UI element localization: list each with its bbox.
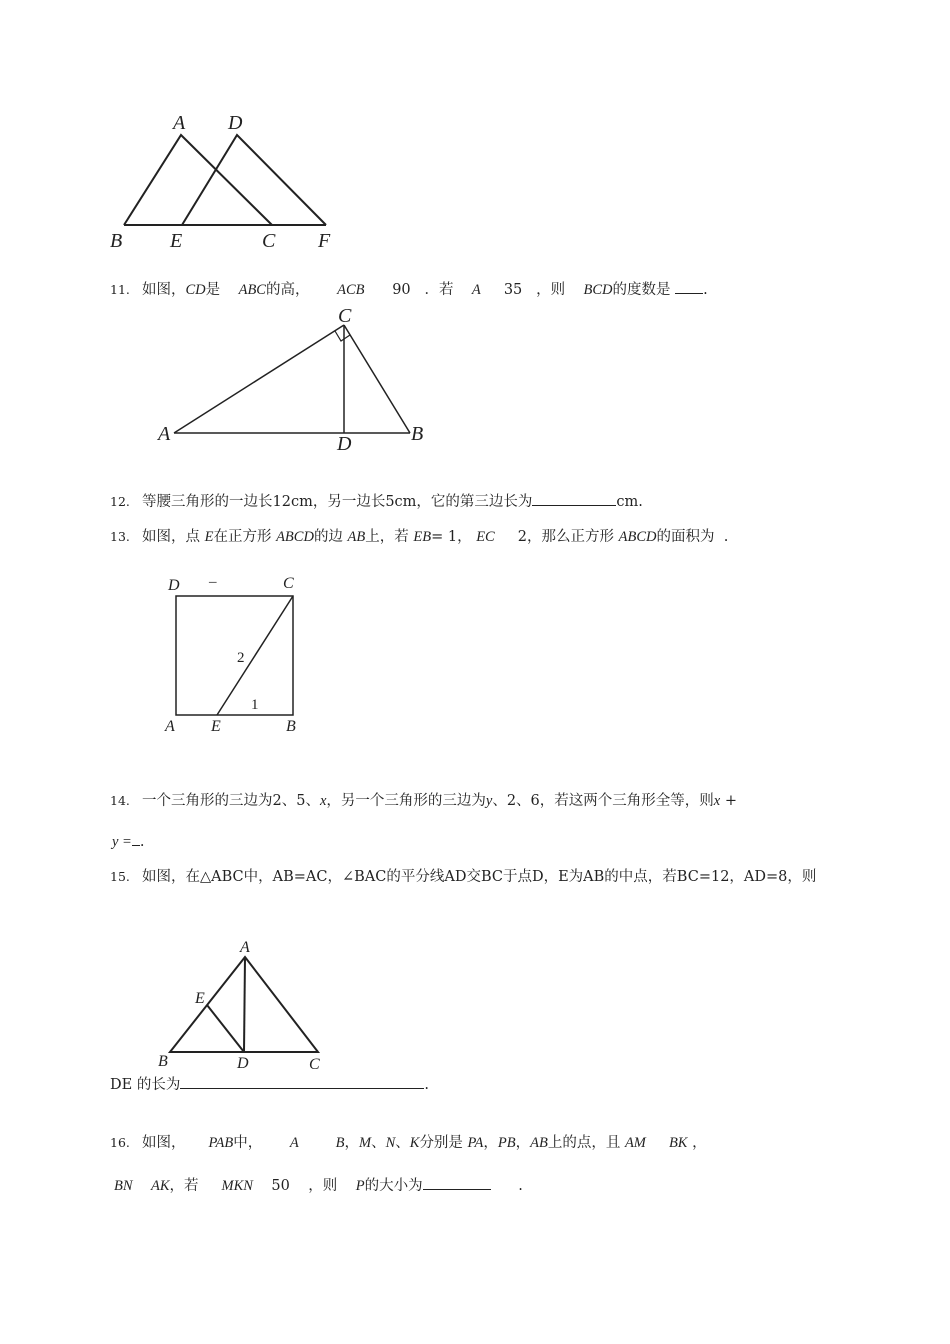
question-15-line-2 <box>110 1073 429 1095</box>
text: . <box>139 834 145 850</box>
math: M <box>359 1135 372 1151</box>
text: 2，那么正方形 <box>517 529 614 545</box>
unit: cm. <box>616 494 643 510</box>
question-15 <box>110 867 816 887</box>
math: BK <box>668 1135 688 1151</box>
question-14-line-2 <box>112 830 144 852</box>
label-two: 2 <box>237 650 245 666</box>
square-abcd <box>176 596 293 715</box>
math: AB <box>347 529 366 545</box>
label-a: A <box>240 939 250 956</box>
label-c: C <box>338 305 352 327</box>
text: ，若 <box>169 1178 199 1194</box>
math: AK <box>150 1178 170 1194</box>
math: ACB <box>337 282 365 298</box>
question-number: 13. <box>110 529 130 544</box>
text: ， <box>344 1135 359 1151</box>
math: y = <box>112 834 132 850</box>
text: 、2、6，若这两个三角形全等，则 <box>492 793 714 809</box>
label-a: A <box>165 718 175 735</box>
label-b: B <box>158 1053 168 1070</box>
text: ， <box>483 1135 498 1151</box>
figure-two-triangles <box>100 105 360 255</box>
text: 是 <box>205 282 221 298</box>
math: AB <box>530 1135 548 1151</box>
math: EB <box>413 529 432 545</box>
math: PAB <box>208 1135 234 1151</box>
text: ．若 <box>424 282 454 298</box>
figure-isosceles-triangle <box>150 935 340 1075</box>
text: . <box>518 1178 523 1194</box>
math: BN <box>114 1178 133 1194</box>
text: 的大小为 <box>364 1178 423 1194</box>
text: ， <box>515 1135 531 1151</box>
text: DE 的长为 <box>110 1077 181 1093</box>
label-d: D <box>228 112 243 134</box>
text: ， <box>692 1135 707 1151</box>
text: ，则 <box>308 1178 338 1194</box>
question-number: 14. <box>110 793 130 808</box>
answer-blank[interactable] <box>675 278 703 294</box>
label-b: B <box>286 718 296 735</box>
label-dash: – <box>209 574 217 590</box>
math: EC <box>476 529 495 545</box>
text: 中， <box>233 1135 263 1151</box>
math: PA <box>467 1135 484 1151</box>
math: MKN <box>221 1178 253 1194</box>
math: PB <box>497 1135 516 1151</box>
math: ABCD <box>276 529 314 545</box>
text: 如图，在△ABC中，AB=AC，∠BAC的平分线AD交BC于点D，E为AB的中点，若BC=12，AD=8，则 <box>142 869 817 885</box>
math: x <box>319 793 327 809</box>
text: 的边 <box>313 529 343 545</box>
label-one: 1 <box>251 697 259 713</box>
label-d: D <box>337 433 352 455</box>
label-b: B <box>110 230 123 252</box>
label-e: E <box>170 230 183 252</box>
math: N <box>385 1135 396 1151</box>
text: 、 <box>371 1135 386 1151</box>
text: . <box>723 529 729 545</box>
question-16 <box>110 1133 707 1153</box>
answer-blank[interactable] <box>180 1073 424 1089</box>
label-d: D <box>168 577 180 594</box>
text: 上的点，且 <box>547 1135 621 1151</box>
math: A <box>471 282 481 298</box>
text: 等腰三角形的一边长12cm，另一边长5cm，它的第三边长为 <box>142 494 533 510</box>
answer-blank[interactable] <box>132 830 140 846</box>
text: . <box>703 282 708 298</box>
text: 、 <box>395 1135 410 1151</box>
label-e: E <box>211 718 221 735</box>
label-a: A <box>173 112 186 134</box>
answer-blank[interactable] <box>532 490 616 506</box>
text: ，另一个三角形的三边为 <box>326 793 486 809</box>
label-e: E <box>195 990 205 1007</box>
value: 50 <box>271 1178 290 1194</box>
answer-blank[interactable] <box>423 1174 491 1190</box>
bisector-ad <box>244 957 245 1052</box>
math: y <box>485 793 493 809</box>
math: BCD <box>583 282 613 298</box>
text: 如图， <box>142 282 186 298</box>
question-number: 16. <box>110 1135 130 1150</box>
text: 的高， <box>265 282 310 298</box>
text: 在正方形 <box>213 529 272 545</box>
text: 上，若 <box>365 529 409 545</box>
label-b: B <box>411 423 424 445</box>
text: ，则 <box>536 282 566 298</box>
question-number: 15. <box>110 869 130 884</box>
segment-ed <box>207 1005 244 1052</box>
label-f: F <box>318 230 331 252</box>
label-c: C <box>309 1056 320 1073</box>
question-12 <box>110 490 643 512</box>
label-d: D <box>237 1055 249 1072</box>
label-a: A <box>158 423 171 445</box>
label-c: C <box>262 230 276 252</box>
text: + <box>724 793 737 809</box>
math: x <box>713 793 721 809</box>
value: 35 <box>503 282 523 298</box>
side-ac <box>174 325 344 433</box>
text: 如图，点 <box>142 529 200 545</box>
question-number: 11. <box>110 282 130 297</box>
figure-square <box>160 570 310 740</box>
math: K <box>409 1135 420 1151</box>
question-16-line-2 <box>114 1174 523 1196</box>
math: AM <box>624 1135 646 1151</box>
text: 一个三角形的三边为2、5、 <box>142 793 320 809</box>
figure-right-triangle <box>150 300 440 460</box>
math: ABCD <box>618 529 657 545</box>
math: P <box>355 1178 365 1194</box>
question-14 <box>110 791 737 811</box>
math: E <box>204 529 214 545</box>
math: A <box>289 1135 299 1151</box>
label-c: C <box>283 575 294 592</box>
math: ABC <box>238 282 266 298</box>
value: 90 <box>392 282 411 298</box>
triangle-def <box>182 135 326 225</box>
question-13 <box>110 527 728 547</box>
text: = 1， <box>431 529 472 545</box>
question-number: 12. <box>110 494 130 509</box>
question-11 <box>110 278 708 300</box>
math: CD <box>185 282 206 298</box>
text: 的度数是 <box>612 282 671 298</box>
text: 的面积为 <box>656 529 715 545</box>
text: . <box>424 1077 429 1093</box>
math: B <box>335 1135 345 1151</box>
side-cb <box>344 325 410 433</box>
text: 分别是 <box>419 1135 463 1151</box>
text: 如图， <box>142 1135 186 1151</box>
